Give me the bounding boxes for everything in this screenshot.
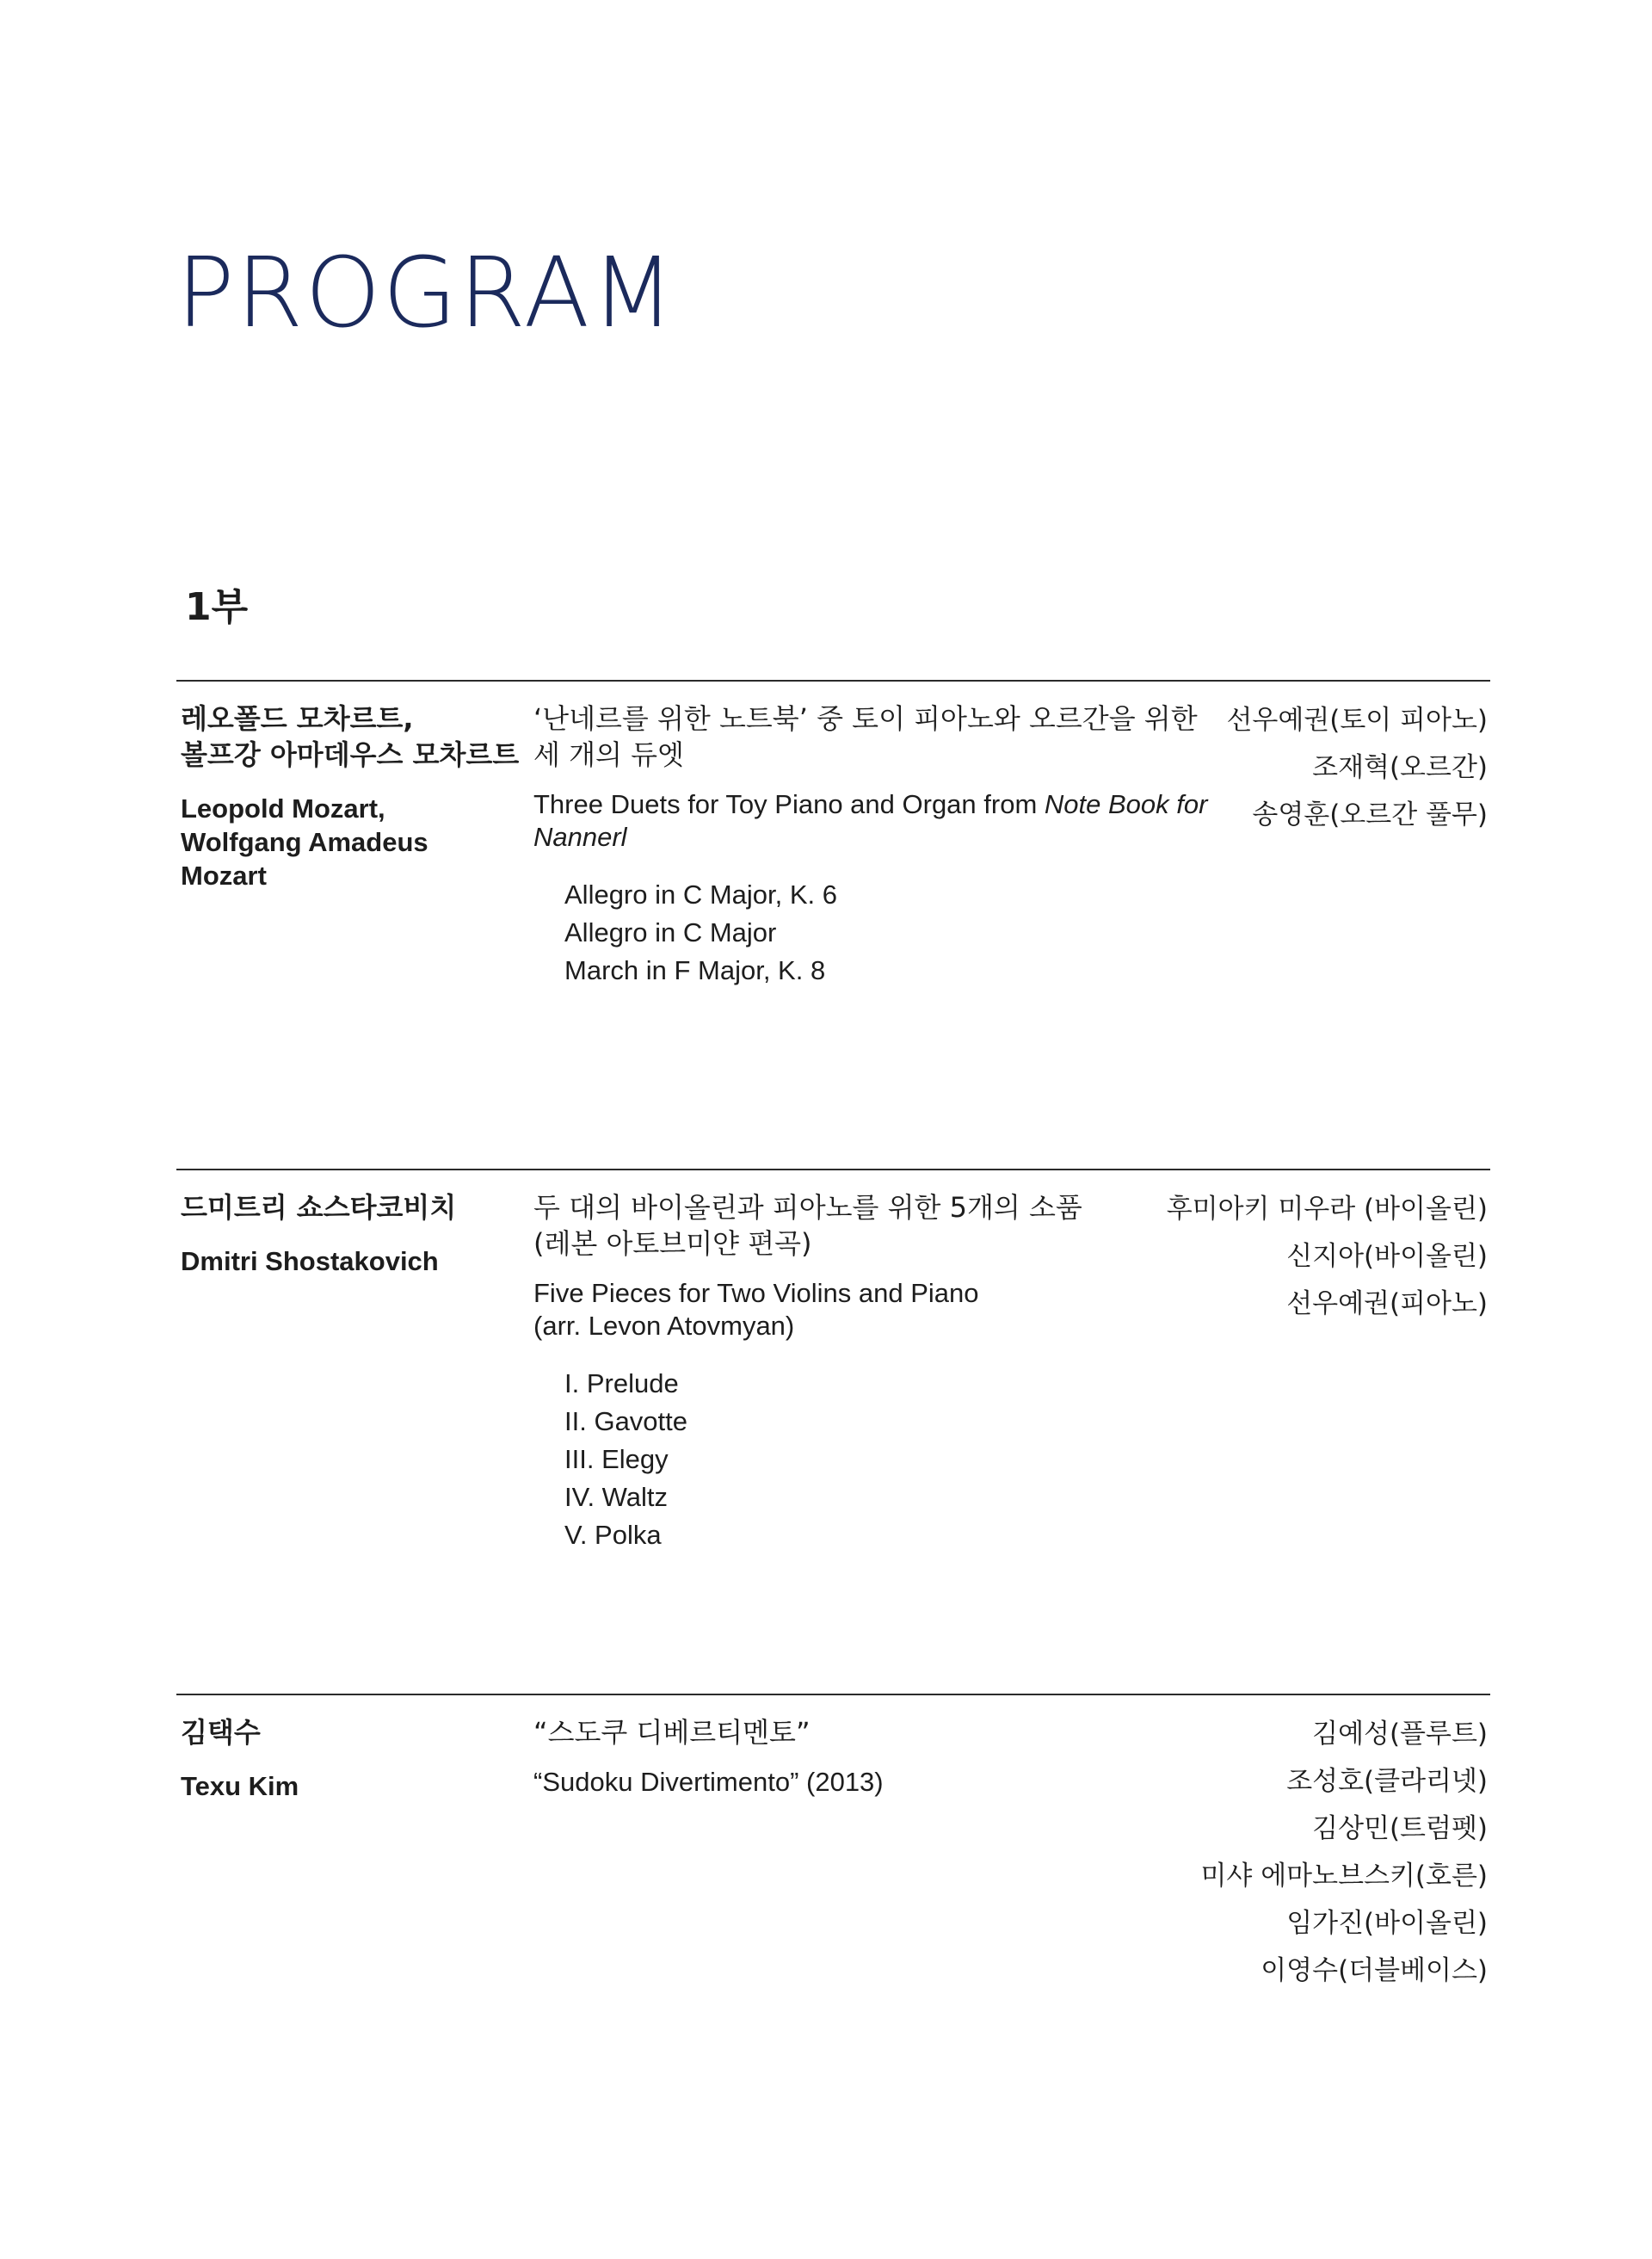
performer: 김상민(트럼펫) <box>1312 1813 1488 1844</box>
performer: 선우예권(피아노) <box>1286 1288 1488 1319</box>
composer-name-en: Dmitri Shostakovich <box>181 1246 439 1276</box>
composer-name-ko: 드미트리 쇼스타코비치 <box>181 1191 457 1224</box>
movement-item: Allegro in C Major, K. 6 <box>564 880 838 910</box>
performer: 이영수(더블베이스) <box>1261 1955 1488 1986</box>
work <box>533 701 1248 990</box>
work-title-en-text: Three Duets for Toy Piano and Organ from <box>533 789 1045 819</box>
work-title-ko: 두 대의 바이올린과 피아노를 위한 5개의 소품 (레본 아토브미얀 편곡) <box>533 1191 1082 1260</box>
performer: 조재혁(오르간) <box>1312 752 1488 783</box>
work-title-ko: ‘난네르를 위한 노트북’ 중 토이 피아노와 오르간을 위한 세 개의 듀엣 <box>533 702 1198 771</box>
composer <box>181 1714 525 1803</box>
program-piece <box>176 680 1490 985</box>
performer: 후미아키 미우라 (바이올린) <box>1166 1194 1488 1225</box>
composer <box>181 1189 525 1278</box>
performer: 미샤 에마노브스키(호른) <box>1200 1861 1488 1892</box>
performer: 김예성(플루트) <box>1312 1719 1488 1750</box>
work-title-en: “Sudoku Divertimento” (2013) <box>533 1767 884 1797</box>
movement-list <box>564 876 1248 990</box>
work <box>533 1714 1248 1799</box>
movement-item: II. Gavotte <box>564 1406 688 1436</box>
work <box>533 1189 1248 1554</box>
performer: 송영훈(오르간 풀무) <box>1252 799 1488 830</box>
performer: 조성호(클라리넷) <box>1286 1766 1488 1797</box>
work-title-ko: “스도쿠 디베르티멘토” <box>533 1716 811 1749</box>
movement-list <box>564 1365 1248 1554</box>
performer: 임가진(바이올린) <box>1286 1908 1488 1939</box>
movement-item: V. Polka <box>564 1520 662 1550</box>
work-title-en <box>533 788 1248 854</box>
composer-name-ko: 레오폴드 모차르트, 볼프강 아마데우스 모차르트 <box>181 702 520 771</box>
part-heading: 1부 <box>185 585 249 629</box>
performer-list <box>1226 697 1488 839</box>
divider <box>176 680 1490 682</box>
performer-list <box>1200 1711 1488 1995</box>
movement-item: Allegro in C Major <box>564 917 777 947</box>
program-piece <box>176 1694 1490 1986</box>
work-title-en-italic: Note Book for Nannerl <box>533 789 1208 852</box>
composer-name-ko: 김택수 <box>181 1716 261 1749</box>
performer: 신지아(바이올린) <box>1286 1241 1488 1272</box>
movement-item: I. Prelude <box>564 1368 679 1398</box>
work-title-en: Five Pieces for Two Violins and Piano (arr. Levon Atovmyan) <box>533 1278 979 1341</box>
page-title: PROGRAM <box>176 238 676 349</box>
movement-item: III. Elegy <box>564 1444 669 1474</box>
performer: 선우예권(토이 피아노) <box>1226 705 1488 736</box>
program-piece <box>176 1169 1490 1550</box>
divider <box>176 1694 1490 1695</box>
composer-name-en: Leopold Mozart, Wolfgang Amadeus Mozart <box>181 793 428 891</box>
performer-list <box>1167 1186 1488 1328</box>
composer <box>181 701 525 892</box>
movement-item: IV. Waltz <box>564 1482 669 1512</box>
composer-name-en: Texu Kim <box>181 1771 299 1801</box>
movement-item: March in F Major, K. 8 <box>564 955 826 985</box>
divider <box>176 1169 1490 1170</box>
